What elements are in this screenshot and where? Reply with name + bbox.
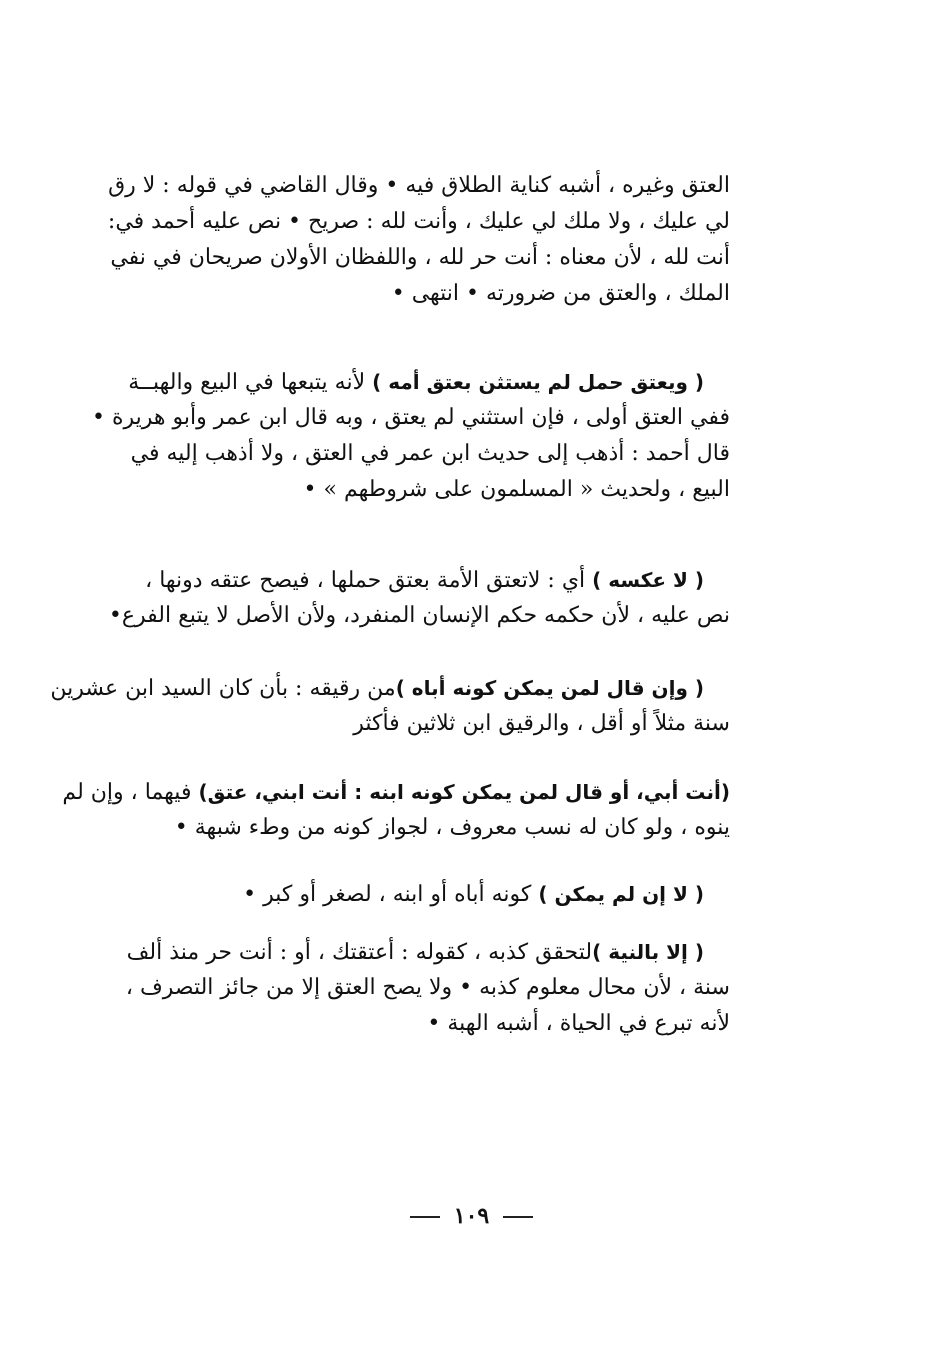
- sharh-text: أي : لاتعتق الأمة بعتق حملها ، فيصح عتقه دونها ،: [145, 568, 593, 593]
- paragraph: [107, 168, 730, 312]
- sharh-text: لأنه تبرع في الحياة ، أشبه الهبة •: [427, 1011, 730, 1036]
- sharh-text: لتحقق كذبه ، كقوله : أعتقتك ، أو : أنت حر منذ ألف: [126, 940, 593, 965]
- sharh-text: الملك ، والعتق من ضرورته • انتهى •: [391, 281, 730, 306]
- sharh-text: كونه أباه أو ابنه ، لصغر أو كبر •: [243, 882, 539, 907]
- paragraph: [125, 934, 730, 1042]
- paragraph: [108, 562, 730, 634]
- paragraph: [208, 876, 730, 912]
- page-number-value: ١٠٩: [453, 1203, 490, 1229]
- sharh-text: العتق وغيره ، أشبه كناية الطلاق فيه • وقال القاضي في قوله : لا رق: [108, 173, 730, 198]
- text-line: [208, 472, 730, 508]
- sharh-text: نص عليه ، لأن حكمه حكم الإنسان المنفرد، ولأن الأصل لا يتبع الفرع•: [108, 603, 730, 628]
- text-line: [208, 876, 730, 912]
- sharh-text: فيهما ، وإن لم: [62, 780, 199, 805]
- text-line: [145, 562, 730, 598]
- text-line: [50, 670, 730, 706]
- sharh-text: ففي العتق أولى ، فإن استثني لم يعتق ، وبه قال ابن عمر وأبو هريرة •: [92, 405, 730, 430]
- text-line: [110, 240, 730, 276]
- text-line: [125, 970, 730, 1006]
- text-line: [108, 598, 730, 634]
- sharh-text: من رقيقه : بأن كان السيد ابن عشرين: [50, 676, 396, 701]
- matn-text: ( ويعتق حمل لم يستثن بعتق أمه ): [372, 370, 704, 394]
- matn-text: (أنت أبي، أو قال لمن يمكن كونه ابنه : أنت ابني، عتق): [198, 780, 730, 804]
- text-line: [108, 168, 730, 204]
- paragraph: [50, 670, 730, 742]
- matn-text: ( لا عكسه ): [592, 568, 704, 592]
- paragraph: [92, 364, 730, 508]
- page-number: [0, 1203, 943, 1229]
- text-line: [128, 364, 730, 400]
- text-line: [174, 810, 730, 846]
- sharh-text: ينوه ، ولو كان له نسب معروف ، لجواز كونه من وطء شبهة •: [174, 815, 730, 840]
- text-line: [62, 774, 730, 810]
- text-line: [208, 1006, 730, 1042]
- sharh-text: لأنه يتبعها في البيع والهبــة: [128, 370, 373, 395]
- text-line: [92, 400, 730, 436]
- matn-text: ( لا إن لم يمكن ): [538, 882, 704, 906]
- text-line: [208, 276, 730, 312]
- matn-text: ( إلا بالنية ): [592, 940, 704, 964]
- sharh-text: سنة مثلاً أو أقل ، والرقيق ابن ثلاثين فأكثر: [353, 711, 730, 736]
- sharh-text: سنة ، لأن محال معلوم كذبه • ولا يصح العتق إلا من جائز التصرف ،: [125, 975, 730, 1000]
- text-line: [208, 706, 730, 742]
- matn-text: ( وإن قال لمن يمكن كونه أباه ): [395, 676, 704, 700]
- sharh-text: أنت لله ، لأن معناه : أنت حر لله ، واللفظان الأولان صريحان في نفي: [110, 245, 730, 270]
- text-line: [130, 436, 730, 472]
- folio-dash-left: [410, 1216, 440, 1218]
- text-line: [126, 934, 730, 970]
- text-line: [107, 204, 730, 240]
- sharh-text: لي عليك ، ولا ملك لي عليك ، وأنت لله : صريح • نص عليه أحمد في:: [107, 209, 730, 234]
- folio-dash-right: [503, 1216, 533, 1218]
- sharh-text: البيع ، ولحديث « المسلمون على شروطهم » •: [303, 477, 730, 502]
- paragraph: [62, 774, 730, 846]
- sharh-text: قال أحمد : أذهب إلى حديث ابن عمر في العتق ، ولا أذهب إليه في: [130, 441, 730, 466]
